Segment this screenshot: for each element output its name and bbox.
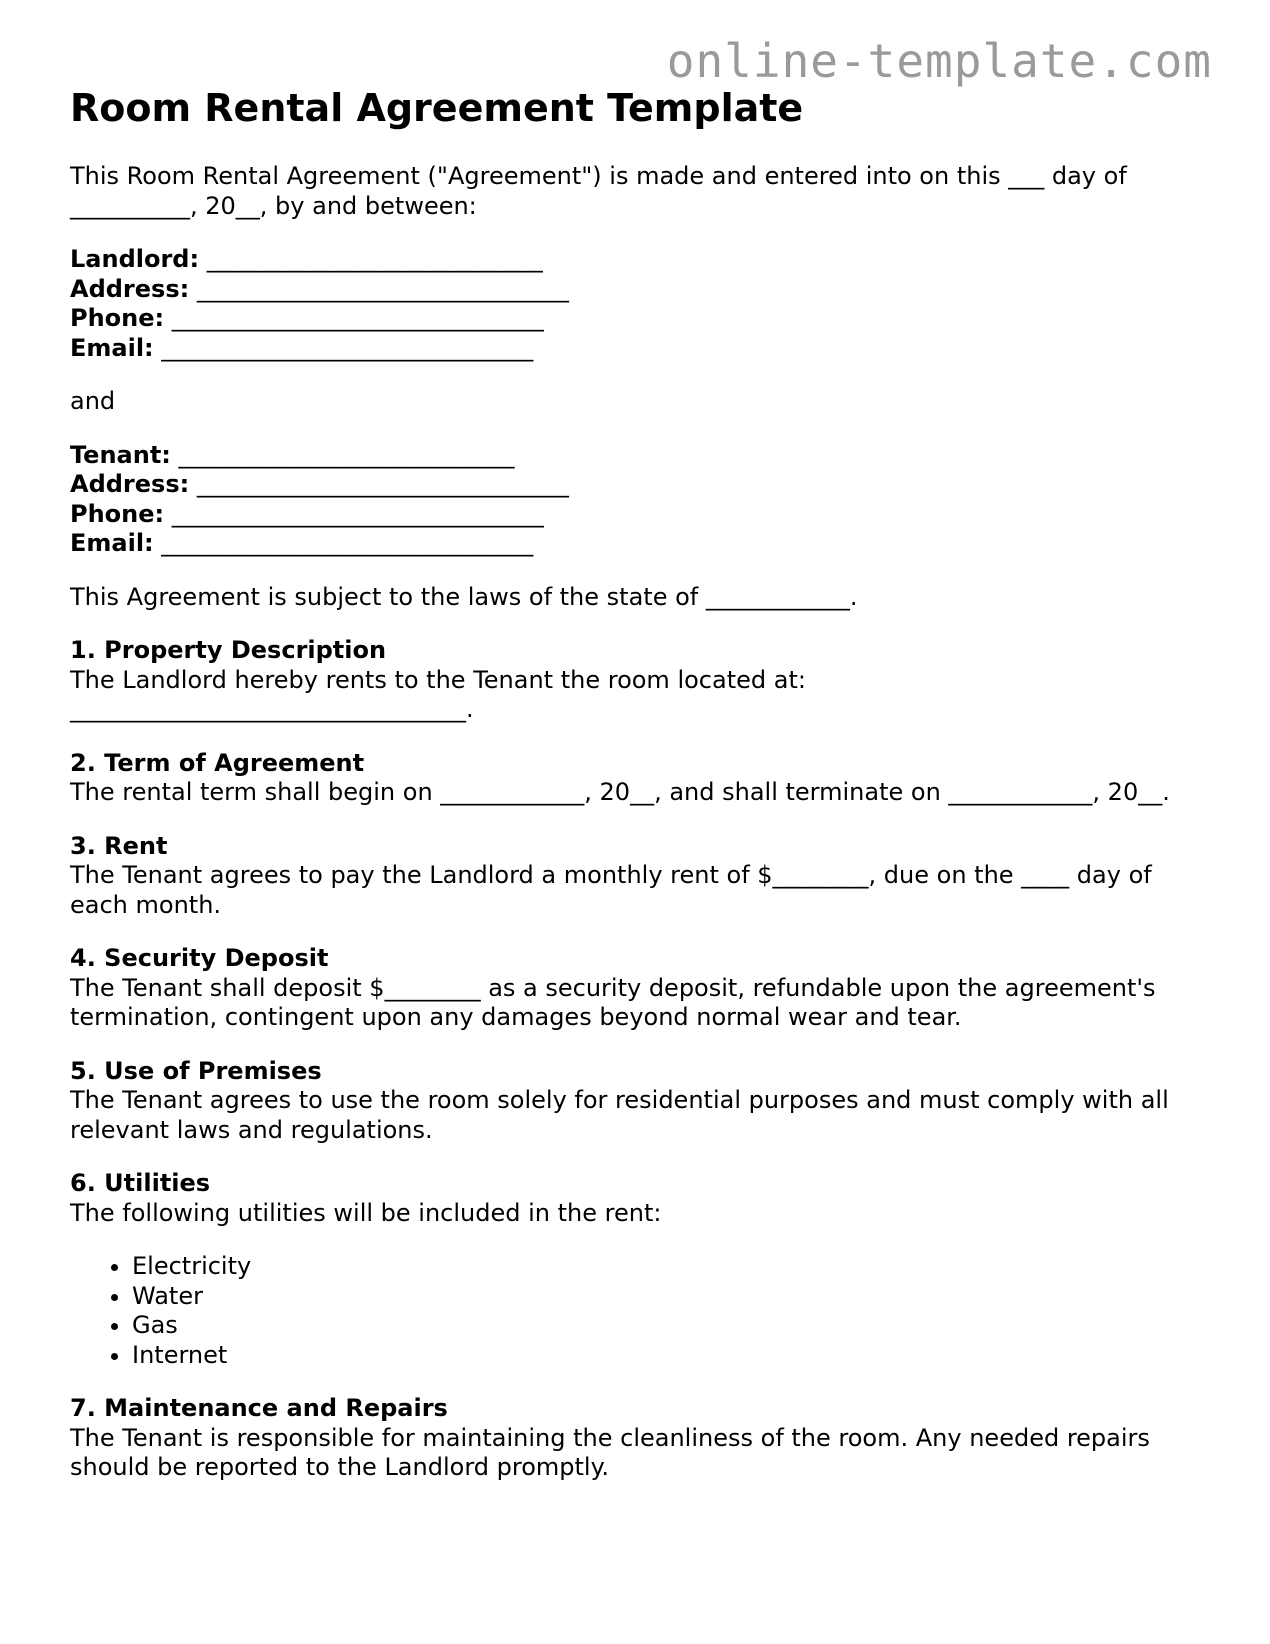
document-page bbox=[70, 84, 1210, 1483]
tenant-email-label: Email: bbox=[70, 529, 154, 557]
utilities-list bbox=[70, 1252, 1210, 1370]
section-term-of-agreement bbox=[70, 749, 1210, 808]
section-body: The Tenant shall deposit $________ as a security deposit, refundable upon the agreement's termination, contingent upon any damages beyond normal wear and tear. bbox=[70, 973, 1156, 1031]
section-body: The following utilities will be included in the rent: bbox=[70, 1198, 662, 1227]
section-heading: 4. Security Deposit bbox=[70, 944, 329, 972]
section-security-deposit bbox=[70, 944, 1210, 1033]
section-heading: 1. Property Description bbox=[70, 636, 387, 664]
section-heading: 5. Use of Premises bbox=[70, 1056, 322, 1085]
tenant-block bbox=[70, 441, 1210, 559]
tenant-address-blank: _______________________________ bbox=[196, 470, 569, 498]
section-body: The Landlord hereby rents to the Tenant the room located at: _________________________________. bbox=[70, 665, 806, 723]
tenant-phone-label: Phone: bbox=[70, 499, 165, 528]
tenant-address-label: Address: bbox=[70, 470, 190, 498]
tenant-address-row bbox=[70, 470, 1210, 500]
tenant-email-blank: _______________________________ bbox=[161, 529, 534, 557]
list-item: • Electricity bbox=[132, 1252, 1210, 1282]
section-heading: 6. Utilities bbox=[70, 1169, 211, 1197]
tenant-email-row bbox=[70, 529, 1210, 559]
tenant-phone-blank: _______________________________ bbox=[171, 499, 544, 528]
list-item: • Gas bbox=[132, 1311, 1210, 1341]
section-heading: 3. Rent bbox=[70, 831, 168, 860]
section-utilities bbox=[70, 1169, 1210, 1370]
landlord-address-label: Address: bbox=[70, 274, 190, 303]
landlord-name-row bbox=[70, 245, 1210, 275]
landlord-address-blank: _______________________________ bbox=[196, 274, 569, 303]
section-maintenance-and-repairs bbox=[70, 1394, 1210, 1483]
section-body: The Tenant is responsible for maintaining the cleanliness of the room. Any needed repairs should be reported to the Landlord promptly. bbox=[70, 1423, 1150, 1481]
watermark: online-template.com bbox=[666, 34, 1212, 88]
section-body: The Tenant agrees to use the room solely for residential purposes and must comply with all relevant laws and regulations. bbox=[70, 1086, 1169, 1144]
landlord-phone-label: Phone: bbox=[70, 304, 165, 332]
section-heading: 2. Term of Agreement bbox=[70, 748, 365, 777]
landlord-name-label: Landlord: bbox=[70, 245, 200, 273]
tenant-name-label: Tenant: bbox=[70, 440, 171, 469]
tenant-name-blank: ____________________________ bbox=[178, 440, 515, 469]
section-heading: 7. Maintenance and Repairs bbox=[70, 1394, 448, 1422]
and-text: and bbox=[70, 387, 116, 415]
landlord-email-blank: _______________________________ bbox=[161, 333, 534, 362]
section-rent bbox=[70, 832, 1210, 921]
intro-paragraph: This Room Rental Agreement ("Agreement") is made and entered into on this ___ day of __________, 20__, by and between: bbox=[70, 162, 1127, 220]
page-title: Room Rental Agreement Template bbox=[70, 86, 804, 130]
landlord-email-label: Email: bbox=[70, 333, 154, 362]
governing-law-text: This Agreement is subject to the laws of the state of ____________. bbox=[70, 582, 858, 611]
section-use-of-premises bbox=[70, 1057, 1210, 1146]
section-body: The Tenant agrees to pay the Landlord a monthly rent of $________, due on the ____ day of each month. bbox=[70, 861, 1152, 919]
landlord-phone-row bbox=[70, 304, 1210, 334]
landlord-address-row bbox=[70, 275, 1210, 305]
section-property-description bbox=[70, 636, 1210, 725]
list-item: • Water bbox=[132, 1282, 1210, 1312]
tenant-name-row bbox=[70, 441, 1210, 471]
section-body: The rental term shall begin on ____________, 20__, and shall terminate on ____________, 20__. bbox=[70, 778, 1170, 806]
tenant-phone-row bbox=[70, 500, 1210, 530]
list-item: • Internet bbox=[132, 1341, 1210, 1371]
landlord-phone-blank: _______________________________ bbox=[171, 304, 544, 332]
landlord-name-blank: ____________________________ bbox=[206, 245, 543, 273]
landlord-email-row bbox=[70, 334, 1210, 364]
landlord-block bbox=[70, 245, 1210, 363]
